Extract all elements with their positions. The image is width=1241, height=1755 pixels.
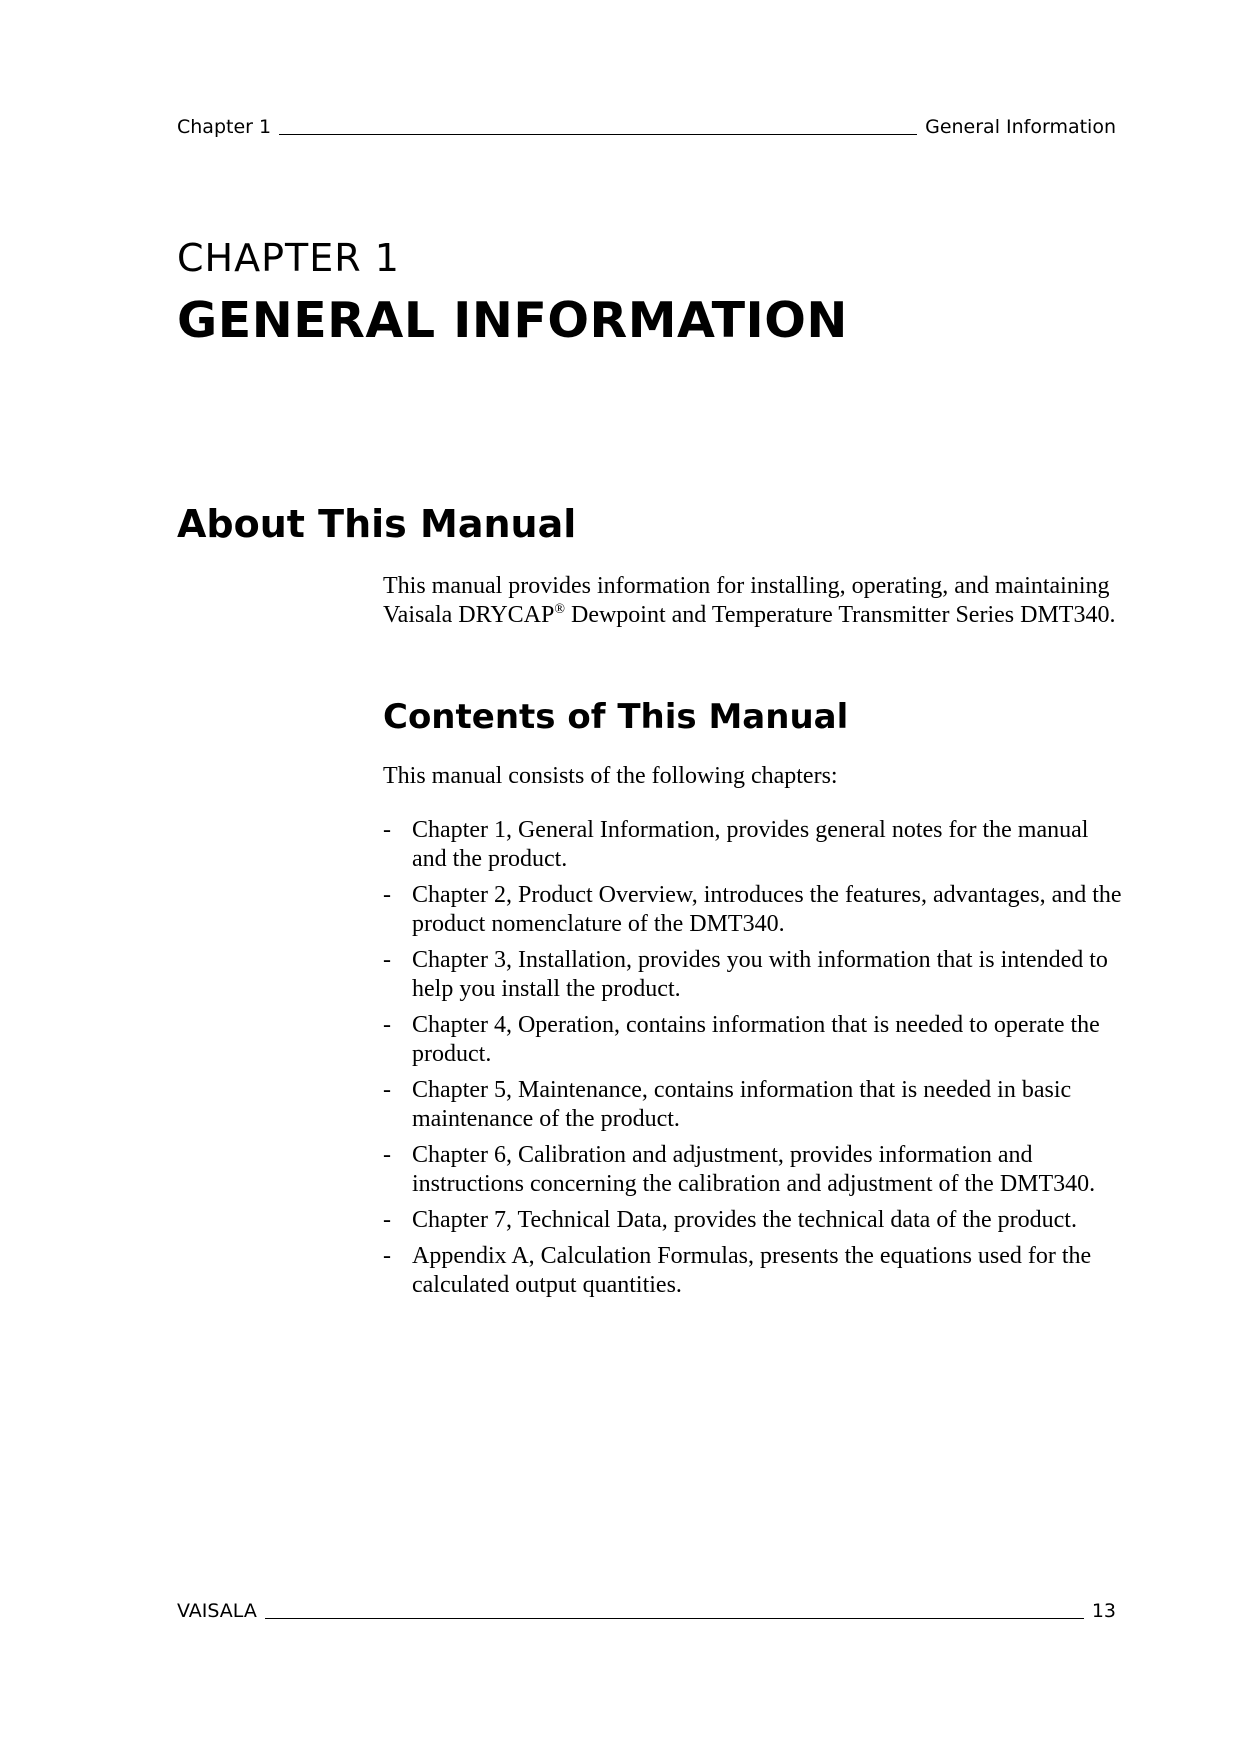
footer-brand: VAISALA: [177, 1600, 257, 1622]
list-item: [383, 1076, 1123, 1134]
dash-bullet: -: [383, 1142, 391, 1168]
list-item: [383, 1011, 1123, 1069]
chapter-list: [383, 816, 1123, 1307]
lead-paragraph: This manual consists of the following chapters:: [383, 763, 838, 789]
header-chapter: Chapter 1: [177, 116, 272, 138]
list-item-text: Appendix A, Calculation Formulas, presents the equations used for the calculated output quantities.: [412, 1243, 1092, 1298]
intro-text: This manual provides information for installing, operating, and maintaining Vaisala DRYCAP: [383, 573, 1110, 628]
list-item: [383, 881, 1123, 939]
footer-rule: [265, 1618, 1084, 1619]
list-item: [383, 816, 1123, 874]
intro-text-continued: Dewpoint and Temperature Transmitter Series DMT340.: [564, 602, 1116, 628]
list-item-text: Chapter 4, Operation, contains information that is needed to operate the product.: [412, 1012, 1100, 1067]
section-title: About This Manual: [177, 502, 577, 546]
dash-bullet: -: [383, 1243, 391, 1269]
chapter-label: CHAPTER 1: [177, 236, 400, 280]
list-item-text: Chapter 2, Product Overview, introduces the features, advantages, and the product nomenclature of the DMT340.: [412, 882, 1122, 937]
dash-bullet: -: [383, 1207, 391, 1233]
header-section: General Information: [925, 116, 1116, 138]
dash-bullet: -: [383, 1012, 391, 1038]
list-item: [383, 1242, 1123, 1300]
registered-mark: ®: [554, 602, 565, 617]
page-number: 13: [1091, 1600, 1116, 1622]
list-item: [383, 946, 1123, 1004]
running-footer: [177, 1600, 1116, 1622]
subsection-title: Contents of This Manual: [383, 697, 849, 737]
list-item-text: Chapter 3, Installation, provides you with information that is intended to help you install the product.: [412, 947, 1108, 1002]
dash-bullet: -: [383, 1077, 391, 1103]
dash-bullet: -: [383, 947, 391, 973]
running-header: [177, 116, 1116, 138]
list-item-text: Chapter 1, General Information, provides general notes for the manual and the product.: [412, 817, 1089, 872]
header-rule: [279, 134, 917, 135]
list-item-text: Chapter 7, Technical Data, provides the technical data of the product.: [412, 1207, 1077, 1233]
list-item-text: Chapter 5, Maintenance, contains information that is needed in basic maintenance of the product.: [412, 1077, 1072, 1132]
dash-bullet: -: [383, 817, 391, 843]
intro-paragraph: [383, 572, 1123, 630]
list-item-text: Chapter 6, Calibration and adjustment, provides information and instructions concerning the calibration and adjustment of the DMT340.: [412, 1142, 1096, 1197]
chapter-title: GENERAL INFORMATION: [177, 292, 848, 349]
list-item: [383, 1141, 1123, 1199]
list-item: [383, 1206, 1123, 1235]
dash-bullet: -: [383, 882, 391, 908]
